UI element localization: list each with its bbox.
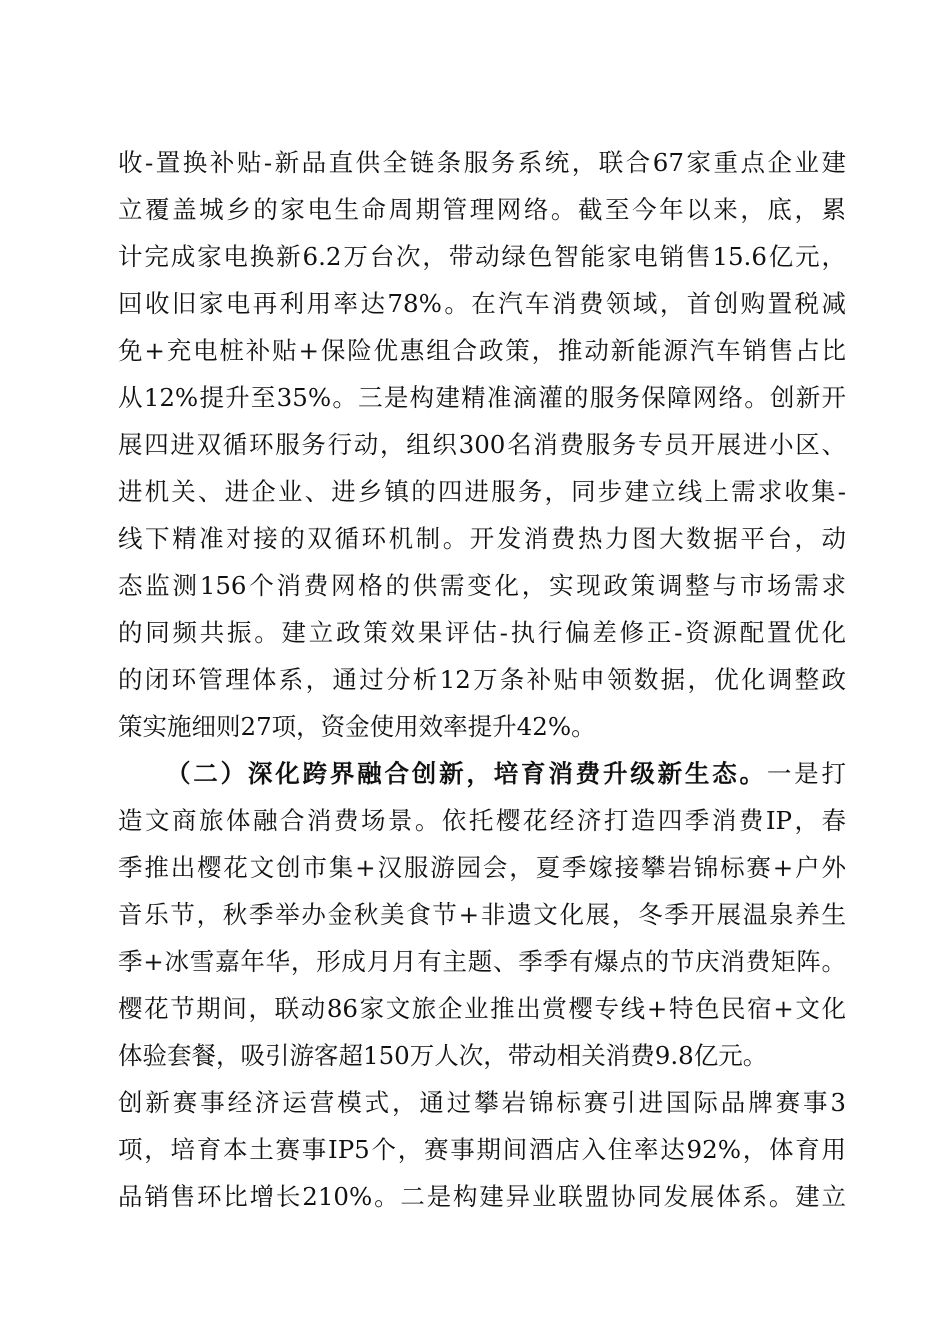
paragraph-line: 从12%提升至35%。三是构建精准滴灌的服务保障网络。创新开 bbox=[118, 383, 846, 412]
section-heading: （二）深化跨界融合创新，培育消费升级新生态。 bbox=[166, 759, 767, 788]
paragraph-line: 体验套餐，吸引游客超150万人次，带动相关消费9.8亿元。 bbox=[118, 1041, 768, 1070]
paragraph-line: 的同频共振。建立政策效果评估-执行偏差修正-资源配置优化 bbox=[118, 618, 846, 647]
paragraph-line: 策实施细则27项，资金使用效率提升42%。 bbox=[118, 712, 596, 741]
paragraph-line: 樱花节期间，联动86家文旅企业推出赏樱专线+特色民宿+文化 bbox=[118, 994, 846, 1023]
paragraph-line: 进机关、进企业、进乡镇的四进服务，同步建立线上需求收集- bbox=[118, 477, 846, 506]
paragraph-line: 的闭环管理体系，通过分析12万条补贴申领数据，优化调整政 bbox=[118, 665, 846, 694]
paragraph-line: 免+充电桩补贴+保险优惠组合政策，推动新能源汽车销售占比 bbox=[118, 336, 846, 365]
paragraph-line: 收-置换补贴-新品直供全链条服务系统，联合67家重点企业建 bbox=[118, 148, 846, 177]
section-first-line bbox=[166, 752, 846, 796]
paragraph-line: 品销售环比增长210%。二是构建异业联盟协同发展体系。建立 bbox=[118, 1182, 846, 1211]
section-first-line-rest: 一是打 bbox=[766, 759, 846, 788]
paragraph-line: 展四进双循环服务行动，组织300名消费服务专员开展进小区、 bbox=[118, 430, 846, 459]
paragraph-line: 线下精准对接的双循环机制。开发消费热力图大数据平台，动 bbox=[118, 524, 846, 553]
paragraph-line: 项，培育本土赛事IP5个，赛事期间酒店入住率达92%，体育用 bbox=[118, 1135, 846, 1164]
paragraph-line: 音乐节，秋季举办金秋美食节+非遗文化展，冬季开展温泉养生 bbox=[118, 900, 846, 929]
paragraph-line: 立覆盖城乡的家电生命周期管理网络。截至今年以来，底，累 bbox=[118, 195, 846, 224]
paragraph-line: 计完成家电换新6.2万台次，带动绿色智能家电销售15.6亿元， bbox=[118, 242, 846, 271]
paragraph-line: 季推出樱花文创市集+汉服游园会，夏季嫁接攀岩锦标赛+户外 bbox=[118, 853, 846, 882]
paragraph-line: 季+冰雪嘉年华，形成月月有主题、季季有爆点的节庆消费矩阵。 bbox=[118, 947, 846, 976]
paragraph-line: 造文商旅体融合消费场景。依托樱花经济打造四季消费IP，春 bbox=[118, 806, 846, 835]
paragraph-line: 回收旧家电再利用率达78%。在汽车消费领域，首创购置税减 bbox=[118, 289, 846, 318]
paragraph-line: 创新赛事经济运营模式，通过攀岩锦标赛引进国际品牌赛事3 bbox=[118, 1088, 846, 1117]
paragraph-line: 态监测156个消费网格的供需变化，实现政策调整与市场需求 bbox=[118, 571, 846, 600]
